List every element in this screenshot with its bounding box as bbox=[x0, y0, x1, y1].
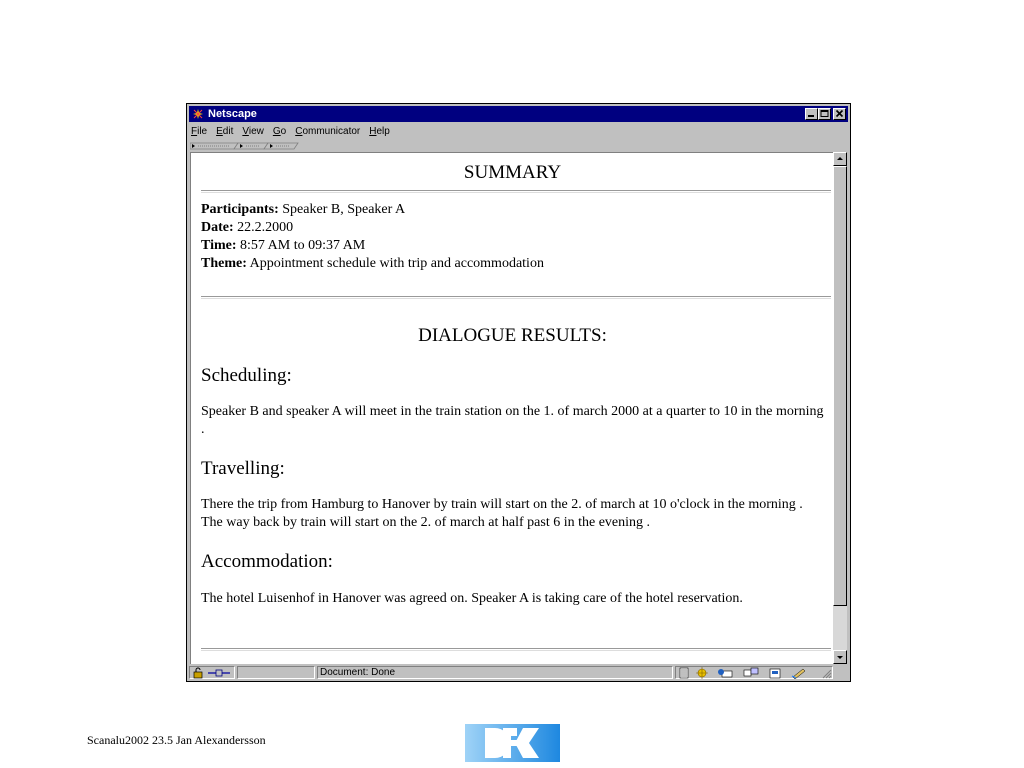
participants-line bbox=[201, 201, 544, 219]
dfki-logo bbox=[465, 724, 560, 762]
participants-label: Participants: bbox=[201, 202, 279, 217]
netscape-logo-icon bbox=[192, 108, 204, 120]
slide-footer: Scanalu2002 23.5 Jan Alexandersson bbox=[87, 733, 266, 747]
scheduling-heading: Scheduling: bbox=[201, 365, 292, 386]
discussion-icon[interactable] bbox=[742, 667, 760, 679]
close-icon bbox=[834, 109, 845, 119]
progress-area bbox=[237, 666, 315, 679]
scroll-down-button[interactable] bbox=[833, 650, 847, 664]
menu-communicator[interactable]: Communicator bbox=[295, 126, 361, 137]
arrow-up-icon bbox=[834, 153, 846, 165]
date-line bbox=[201, 219, 544, 237]
divider bbox=[201, 190, 831, 193]
page-icon[interactable] bbox=[678, 667, 690, 679]
window-title: Netscape bbox=[208, 108, 257, 120]
theme-line bbox=[201, 255, 544, 273]
time-label: Time: bbox=[201, 238, 237, 253]
mail-icon[interactable] bbox=[716, 667, 736, 679]
meta-info bbox=[201, 201, 544, 273]
scroll-thumb[interactable] bbox=[833, 166, 847, 606]
menu-go[interactable]: Go bbox=[272, 126, 287, 137]
scheduling-text: Speaker B and speaker A will meet in the train station on the 1. of march 2000 at a quarter to 10 in the morning . bbox=[201, 404, 824, 437]
status-bar bbox=[189, 665, 848, 680]
connection-icon bbox=[207, 667, 231, 679]
status-text: Document: Done bbox=[317, 666, 673, 679]
summary-heading: SUMMARY bbox=[463, 162, 562, 183]
menu-bar bbox=[191, 124, 390, 140]
composer-icon[interactable] bbox=[768, 667, 782, 679]
date-label: Date: bbox=[201, 220, 234, 235]
minimize-icon bbox=[806, 109, 817, 119]
title-bar[interactable] bbox=[189, 106, 848, 122]
theme-value: Appointment schedule with trip and accommodation bbox=[246, 256, 544, 271]
page-content bbox=[190, 152, 833, 664]
dialogue-results-heading: DIALOGUE RESULTS: bbox=[418, 325, 607, 346]
vertical-scrollbar[interactable] bbox=[833, 152, 847, 664]
date-value: 22.2.2000 bbox=[233, 220, 294, 235]
component-bar bbox=[675, 666, 833, 679]
browser-window bbox=[186, 103, 851, 682]
menu-edit[interactable]: Edit bbox=[216, 126, 234, 137]
divider bbox=[201, 648, 831, 651]
scroll-up-button[interactable] bbox=[833, 152, 847, 166]
menu-file[interactable]: File bbox=[191, 126, 208, 137]
travelling-text: There the trip from Hamburg to Hanover by train will start on the 2. of march at 10 o'clock in the morning . The way back by train will start on the 2. of march at half past 6 in the evening . bbox=[201, 497, 803, 530]
edit-pen-icon[interactable] bbox=[790, 667, 808, 679]
security-area bbox=[189, 666, 235, 679]
participants-value: Speaker B, Speaker A bbox=[278, 202, 406, 217]
menu-view[interactable]: View bbox=[242, 126, 264, 137]
close-button[interactable] bbox=[833, 108, 846, 120]
time-line bbox=[201, 237, 544, 255]
arrow-down-icon bbox=[834, 651, 846, 663]
menu-help[interactable]: Help bbox=[369, 126, 390, 137]
lock-icon[interactable] bbox=[192, 667, 206, 679]
theme-label: Theme: bbox=[201, 256, 247, 271]
time-value: 8:57 AM to 09:37 AM bbox=[236, 238, 366, 253]
collapsed-toolbar-tabs[interactable] bbox=[190, 142, 300, 150]
travelling-heading: Travelling: bbox=[201, 458, 285, 479]
accommodation-text: The hotel Luisenhof in Hanover was agreed on. Speaker A is taking care of the hotel reservation. bbox=[201, 591, 743, 606]
maximize-icon bbox=[819, 109, 830, 119]
navigator-icon[interactable] bbox=[694, 667, 710, 679]
resize-grip-icon[interactable] bbox=[820, 667, 832, 679]
accommodation-heading: Accommodation: bbox=[201, 551, 333, 572]
minimize-button[interactable] bbox=[805, 108, 818, 120]
maximize-button[interactable] bbox=[818, 108, 831, 120]
divider bbox=[201, 296, 831, 299]
